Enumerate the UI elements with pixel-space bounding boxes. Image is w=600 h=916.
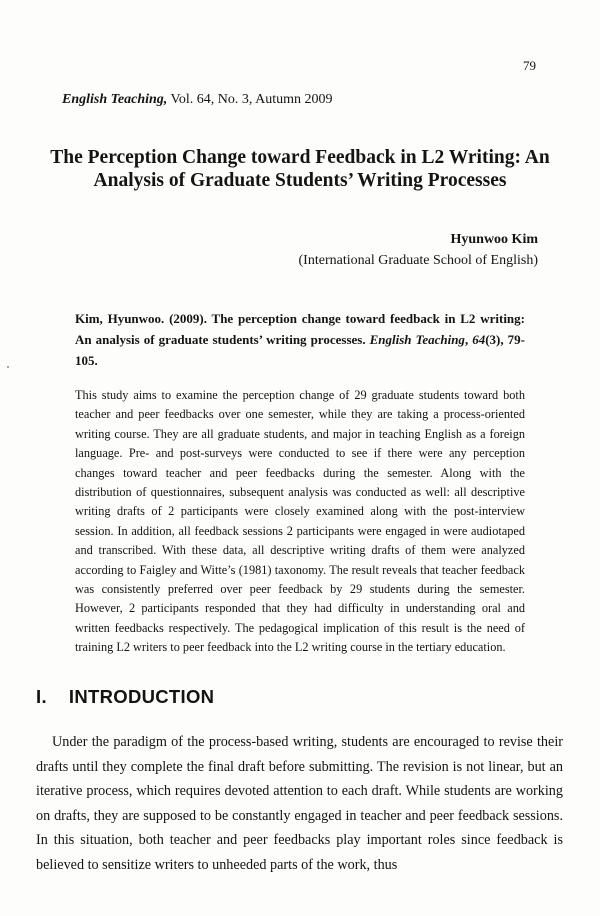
page-number: 79: [523, 58, 536, 73]
author-name: Hyunwoo Kim: [450, 232, 538, 247]
paper-title-line-2: Analysis of Graduate Students’ Writing Processes: [93, 170, 507, 191]
journal-name: English Teaching,: [62, 92, 168, 107]
section-heading: [36, 686, 214, 708]
author-affiliation: (International Graduate School of English): [298, 253, 538, 268]
scan-speck: [7, 366, 9, 368]
citation-journal: English Teaching: [369, 332, 465, 347]
journal-details: Vol. 64, No. 3, Autumn 2009: [167, 92, 333, 107]
introduction-paragraph: Under the paradigm of the process-based writing, students are encouraged to revise their drafts until they complete the final draft before submitting. The revision is not linear, but an iterative process, which requires devoted attention to each draft. While students are working on drafts, they are supposed to be constantly engaged in teacher and peer feedback sessions. In this situation, both teacher and peer feedbacks play important roles since feedback is believed to sensitize writers to unheeded parts of the work, thus: [36, 734, 563, 873]
abstract: This study aims to examine the perception change of 29 graduate students toward both teacher and peer feedbacks over one semester, while they are taking a process-oriented writing course. They are all graduate students, and major in teaching English as a foreign language. Pre- and post-surveys were conducted to see if there were any perception changes toward teacher and peer feedbacks during the semester. Along with the distribution of questionnaires, subsequent analysis was conducted as well: all descriptive writing drafts of 2 participants were closely examined along with the post-interview session. In addition, all feedback sessions 2 participants were engaged in were audiotaped and transcribed. With these data, all descriptive writing drafts of them were analyzed according to Faigley and Witte’s (1981) taxonomy. The result reveals that teacher feedback was consistently preferred over peer feedback by 29 students during the semester. However, 2 participants responded that they had difficulty in understanding oral and written feedbacks respectively. The pedagogical implication of this result is the need of training L2 writers to peer feedback into the L2 writing course in the tertiary education.: [75, 388, 525, 655]
citation-issue-pages: (3), 79-105.: [75, 332, 525, 368]
citation: [75, 308, 525, 371]
paper-title-line-1: The Perception Change toward Feedback in L2 Writing: An: [50, 147, 550, 168]
citation-separator: ,: [464, 332, 473, 347]
section-title: INTRODUCTION: [68, 686, 215, 707]
journal-header: [62, 92, 332, 108]
section-number: I.: [36, 686, 47, 707]
citation-text: Kim, Hyunwoo. (2009). The perception change toward feedback in L2 writing: An analysis of graduate students’ writing processes.: [75, 311, 525, 347]
paper-title: [40, 146, 560, 192]
citation-volume: 64: [472, 332, 486, 347]
